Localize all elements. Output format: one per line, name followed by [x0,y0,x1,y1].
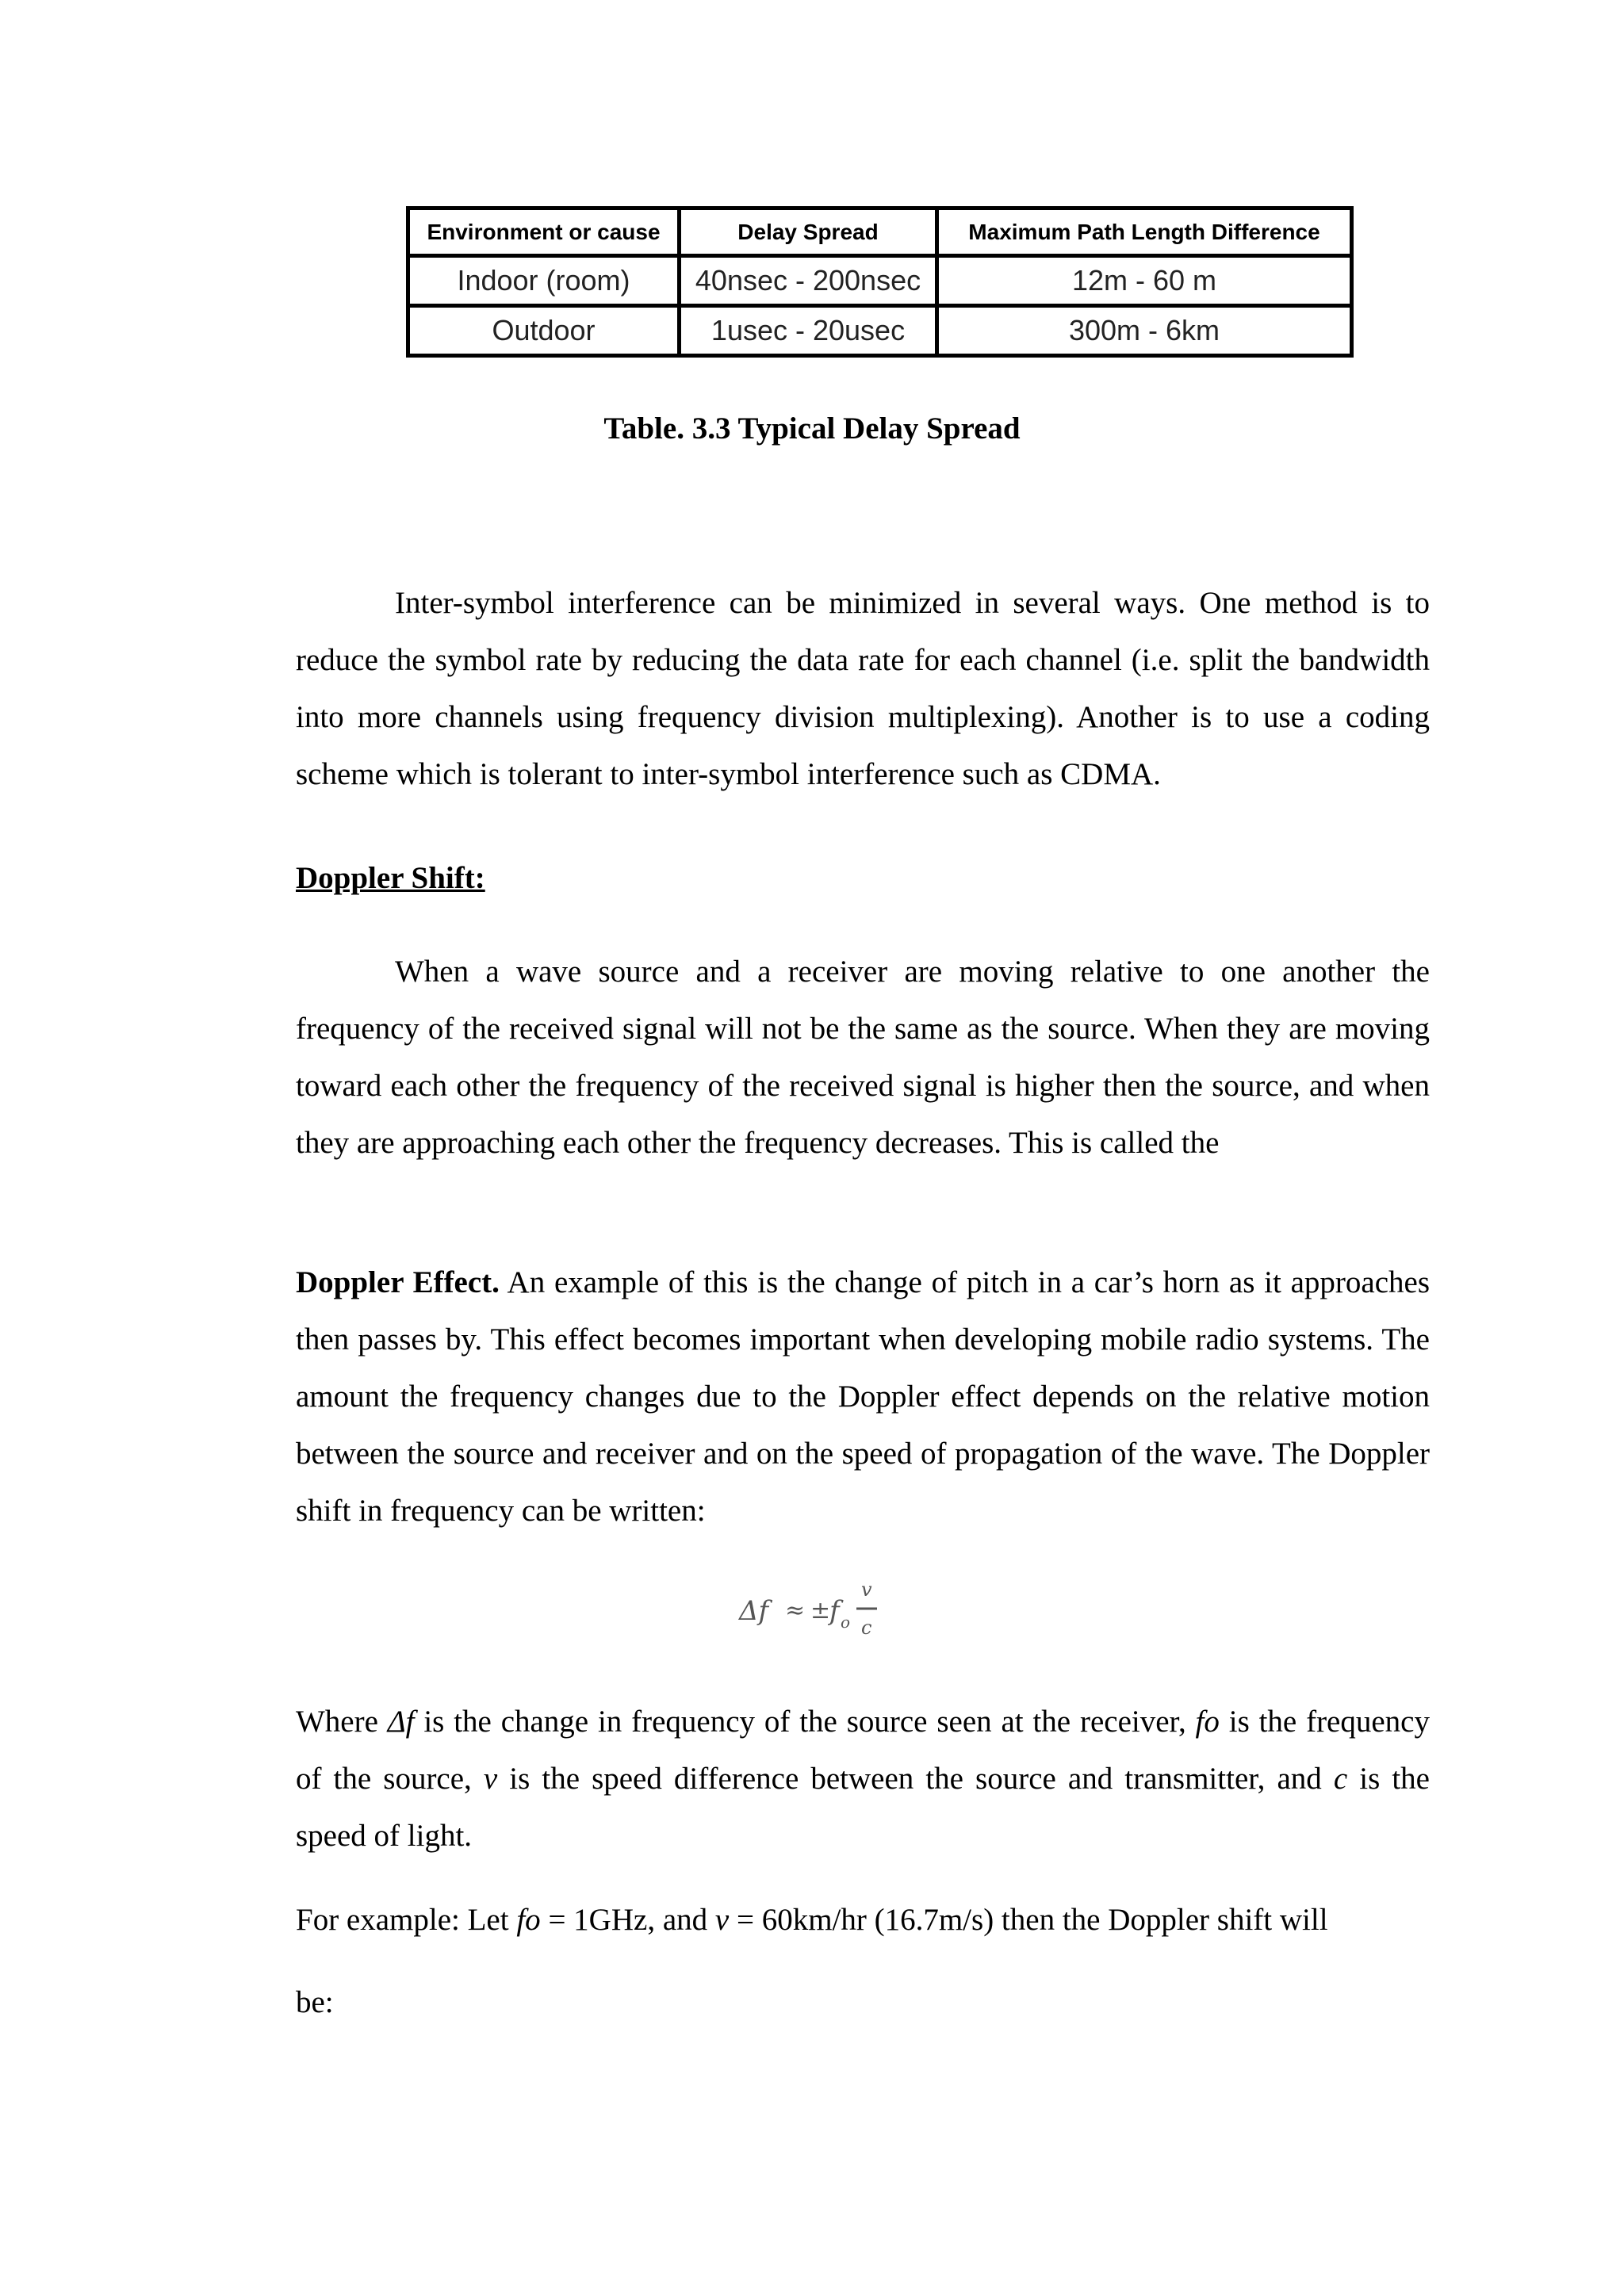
table-header-cell: Maximum Path Length Difference [937,209,1352,256]
formula-lhs: Δf [739,1595,769,1627]
table-row [408,256,1352,306]
variable-c: c [1333,1762,1348,1796]
formula-plusminus: ± [810,1597,831,1624]
table-header-cell: Environment or cause [408,209,680,256]
formula-denominator: c [861,1617,872,1639]
paragraph-text: = 1GHz, and [540,1903,715,1937]
delay-spread-table [406,206,1354,358]
paragraph-doppler-intro: When a wave source and a receiver are moving relative to one another the frequency of the received signal will not be the same as the source. When they are moving toward each other the frequency of the received signal is higher then the source, and when they are approaching each other the frequency decreases. This is called the [296,955,1430,1160]
table-cell: 1usec - 20usec [680,306,937,356]
paragraph-text: is the speed of light. [296,1762,1430,1853]
table-cell: 12m - 60 m [937,256,1352,306]
variable-v: v [714,1903,730,1937]
doppler-formula [736,1566,894,1653]
paragraph-text: An example of this is the change of pitch in a car’s horn as it approaches then passes by. This effect becomes important when developing mobile radio systems. The amount the frequency changes due to the Doppler effect depends on the relative motion between the source and receiver and on the speed of propagation of the wave. The Doppler shift in frequency can be written: [296,1265,1430,1528]
table-header-cell: Delay Spread [680,209,937,256]
paragraph-text: Where [296,1705,388,1739]
table-cell: Indoor (room) [408,256,680,306]
paragraph-be: be: [296,1985,334,2019]
formula-subscript: o [841,1613,851,1632]
paragraph-example [296,1892,1430,1949]
table-caption: Table. 3.3 Typical Delay Spread [603,411,1021,446]
table-cell: 300m - 6km [937,306,1352,356]
paragraph-doppler-effect [296,1254,1430,1540]
formula-numerator: v [861,1578,872,1601]
paragraph-text: is the change in frequency of the source seen at the receiver, [414,1705,1196,1739]
paragraph-isi: Inter-symbol interference can be minimized in several ways. One method is to reduce the symbol rate by reducing the data rate for each channel (i.e. split the bandwidth into more channels using frequency division multiplexing). Another is to use a coding scheme which is tolerant to inter-symbol interference such as CDMA. [296,586,1430,791]
variable-fo: fo [516,1903,541,1937]
variable-fo: fo [1195,1705,1220,1739]
bold-term: Doppler Effect. [296,1265,500,1299]
paragraph-where [296,1693,1430,1865]
paragraph-text: = 60km/hr (16.7m/s) then the Doppler shift will [729,1903,1328,1937]
table-cell: Outdoor [408,306,680,356]
variable-v: v [483,1762,498,1796]
variable-df: Δf [387,1705,415,1739]
formula-approx: ≈ [785,1597,806,1624]
table-cell: 40nsec - 200nsec [680,256,937,306]
paragraph-text: is the frequency of the source, [296,1705,1430,1796]
paragraph-text: For example: Let [296,1903,517,1937]
section-heading: Doppler Shift: [296,861,485,895]
table-row [408,306,1352,356]
table-header-row [408,209,1352,256]
formula-f: f [829,1595,840,1627]
paragraph-text: is the speed difference between the source and transmitter, and [497,1762,1334,1796]
